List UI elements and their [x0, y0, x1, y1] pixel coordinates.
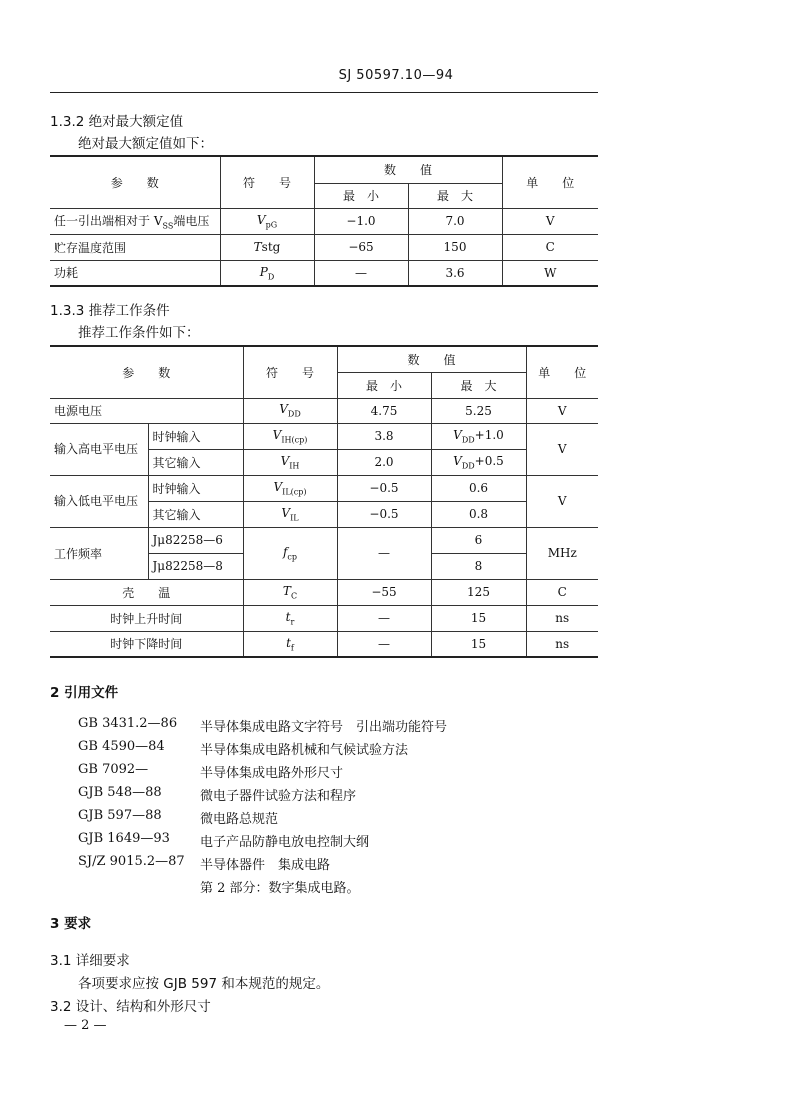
- max-cell: 15: [431, 631, 526, 657]
- sub-param-cell: 其它输入: [148, 449, 243, 475]
- symbol-cell: $T_C$: [243, 579, 337, 605]
- reference-title: 微电路总规范: [200, 812, 279, 827]
- max-cell: 0.6: [431, 475, 526, 501]
- min-cell: −55: [337, 579, 431, 605]
- min-cell: —: [337, 527, 431, 579]
- symbol-cell: $V_{pG}$: [220, 208, 314, 234]
- min-cell: —: [337, 631, 431, 657]
- section-1-3-2-intro: 绝对最大额定值如下：: [78, 136, 213, 152]
- max-cell: 5.25: [431, 398, 526, 423]
- symbol-cell: $t_f$: [243, 631, 337, 657]
- section-3-heading: 3 要求: [50, 916, 92, 932]
- min-cell: −0.5: [337, 501, 431, 527]
- table-row: [50, 579, 598, 605]
- unit-cell: C: [502, 234, 598, 260]
- reference-title: 第 2 部分：数字集成电路。: [200, 881, 360, 896]
- param-cell: 电源电压: [50, 398, 243, 423]
- sub-param-cell: Jμ82258—8: [148, 553, 243, 579]
- symbol-cell: $V_{IH}$: [243, 449, 337, 475]
- recommended-conditions-table: [50, 345, 598, 658]
- absolute-max-ratings-table: [50, 155, 598, 287]
- max-cell: 6: [431, 527, 526, 553]
- param-cell: 任一引出端相对于 $V_{SS}$端电压: [50, 208, 220, 234]
- unit-cell: V: [526, 398, 598, 423]
- max-cell: 0.8: [431, 501, 526, 527]
- reference-title: 半导体集成电路文字符号 引出端功能符号: [200, 720, 448, 735]
- table-row: [50, 208, 598, 234]
- reference-code: GJB 1649—93: [78, 831, 170, 846]
- unit-cell: MHz: [526, 527, 598, 579]
- max-cell: 15: [431, 605, 526, 631]
- param-cell: 时钟下降时间: [50, 631, 243, 657]
- sub-param-cell: 时钟输入: [148, 475, 243, 501]
- min-cell: 2.0: [337, 449, 431, 475]
- sub-param-cell: Jμ82258—6: [148, 527, 243, 553]
- reference-code: GB 7092—: [78, 762, 149, 777]
- col-header-unit: 单 位: [526, 346, 598, 398]
- table-row: [50, 631, 598, 657]
- unit-cell: ns: [526, 605, 598, 631]
- group-param-cell: 输入高电平电压: [50, 423, 148, 475]
- col-header-unit: 单 位: [502, 156, 598, 208]
- document-code-header: SJ 50597.10—94: [338, 68, 454, 83]
- table-row: [50, 475, 598, 501]
- reference-title: 电子产品防静电放电控制大纲: [200, 835, 370, 850]
- section-1-3-3-intro: 推荐工作条件如下：: [78, 325, 200, 341]
- unit-cell: V: [526, 423, 598, 475]
- max-cell: 7.0: [408, 208, 502, 234]
- sub-param-cell: 时钟输入: [148, 423, 243, 449]
- col-header-symbol: 符 号: [243, 346, 337, 398]
- reference-title: 半导体器件 集成电路: [200, 858, 331, 873]
- param-cell: 贮存温度范围: [50, 234, 220, 260]
- max-cell: 150: [408, 234, 502, 260]
- symbol-cell: Tstg: [220, 234, 314, 260]
- sub-param-cell: 其它输入: [148, 501, 243, 527]
- col-header-symbol: 符 号: [220, 156, 314, 208]
- max-cell: 125: [431, 579, 526, 605]
- reference-title: 半导体集成电路机械和气候试验方法: [200, 743, 409, 758]
- min-cell: −65: [314, 234, 408, 260]
- max-cell: 8: [431, 553, 526, 579]
- page-number: — 2 —: [64, 1018, 107, 1033]
- table-row: [50, 398, 598, 423]
- unit-cell: W: [502, 260, 598, 286]
- symbol-cell: $V_{IL(cp)}$: [243, 475, 337, 501]
- section-3-1-text: 各项要求应按 GJB 597 和本规范的规定。: [78, 976, 330, 992]
- max-cell: $V_{DD}+1.0$: [431, 423, 526, 449]
- section-3-1-heading: 3.1 详细要求: [50, 953, 130, 969]
- col-header-value: 数 值: [337, 346, 526, 372]
- header-rule: [50, 92, 598, 93]
- table-row: [50, 527, 598, 553]
- unit-cell: V: [526, 475, 598, 527]
- min-cell: −0.5: [337, 475, 431, 501]
- col-header-min: 最 小: [314, 183, 408, 208]
- min-cell: 4.75: [337, 398, 431, 423]
- section-1-3-3-heading: 1.3.3 推荐工作条件: [50, 303, 170, 319]
- group-param-cell: 输入低电平电压: [50, 475, 148, 527]
- section-1-3-2-heading: 1.3.2 绝对最大额定值: [50, 114, 184, 130]
- unit-cell: ns: [526, 631, 598, 657]
- reference-code: GJB 548—88: [78, 785, 162, 800]
- max-cell: $V_{DD}+0.5$: [431, 449, 526, 475]
- min-cell: —: [314, 260, 408, 286]
- section-2-heading: 2 引用文件: [50, 685, 119, 701]
- col-header-min: 最 小: [337, 372, 431, 398]
- reference-code: GB 4590—84: [78, 739, 165, 754]
- symbol-cell: $f_{cp}$: [243, 527, 337, 579]
- reference-code: GB 3431.2—86: [78, 716, 178, 731]
- reference-title: 半导体集成电路外形尺寸: [200, 766, 344, 781]
- reference-title: 微电子器件试验方法和程序: [200, 789, 357, 804]
- group-param-cell: 工作频率: [50, 527, 148, 579]
- min-cell: 3.8: [337, 423, 431, 449]
- min-cell: −1.0: [314, 208, 408, 234]
- table-row: [50, 423, 598, 449]
- table-row: [50, 234, 598, 260]
- symbol-cell: $V_{IH(cp)}$: [243, 423, 337, 449]
- unit-cell: V: [502, 208, 598, 234]
- reference-code: SJ/Z 9015.2—87: [78, 854, 185, 869]
- symbol-cell: $P_D$: [220, 260, 314, 286]
- min-cell: —: [337, 605, 431, 631]
- col-header-max: 最 大: [431, 372, 526, 398]
- unit-cell: C: [526, 579, 598, 605]
- col-header-param: 参 数: [50, 346, 243, 398]
- section-3-2-heading: 3.2 设计、结构和外形尺寸: [50, 999, 211, 1015]
- symbol-cell: $t_r$: [243, 605, 337, 631]
- col-header-max: 最 大: [408, 183, 502, 208]
- col-header-param: 参 数: [50, 156, 220, 208]
- table-row: [50, 260, 598, 286]
- max-cell: 3.6: [408, 260, 502, 286]
- param-cell: 功耗: [50, 260, 220, 286]
- reference-code: GJB 597—88: [78, 808, 162, 823]
- col-header-value: 数 值: [314, 156, 502, 183]
- symbol-cell: $V_{DD}$: [243, 398, 337, 423]
- table-row: [50, 605, 598, 631]
- param-cell: 时钟上升时间: [50, 605, 243, 631]
- symbol-cell: $V_{IL}$: [243, 501, 337, 527]
- param-cell: 壳 温: [50, 579, 243, 605]
